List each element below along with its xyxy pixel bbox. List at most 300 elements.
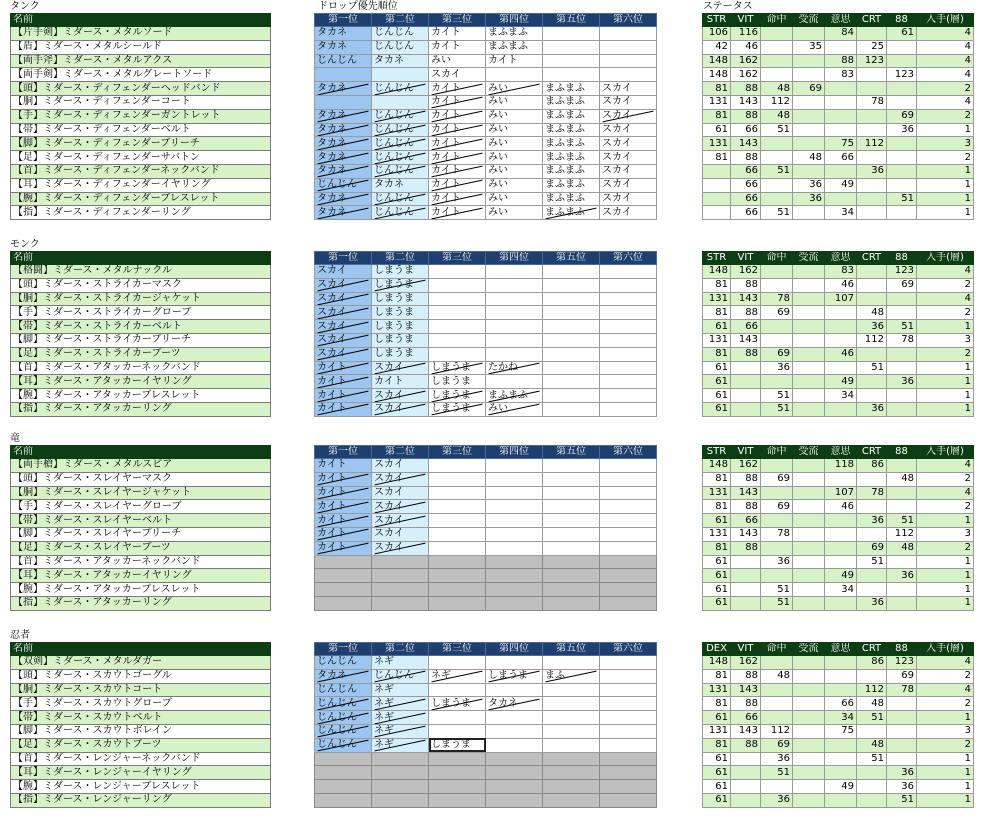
stat-cell[interactable]: 123 [857, 54, 887, 68]
stat-cell[interactable] [857, 780, 887, 794]
stat-cell[interactable] [761, 375, 793, 389]
drop-cell[interactable] [429, 347, 486, 361]
drop-cell[interactable] [486, 265, 543, 279]
drop-cell[interactable] [600, 68, 657, 82]
stat-cell[interactable]: 81 [703, 738, 731, 752]
item-name[interactable]: 【足】ミダース・スレイヤーブーツ [11, 541, 271, 555]
drop-cell[interactable] [429, 292, 486, 306]
stat-cell[interactable]: 112 [857, 683, 887, 697]
drop-cell[interactable] [543, 375, 600, 389]
stat-cell[interactable]: 88 [731, 82, 761, 96]
stat-cell[interactable]: 36 [793, 178, 825, 192]
stat-cell[interactable] [731, 402, 761, 416]
stat-cell[interactable]: 36 [761, 752, 793, 766]
drop-cell[interactable] [600, 486, 657, 500]
stat-cell[interactable] [761, 486, 793, 500]
stat-cell[interactable] [731, 389, 761, 403]
drop-cell[interactable] [600, 347, 657, 361]
drop-cell[interactable]: タカネ [486, 697, 543, 711]
stat-cell[interactable]: 143 [731, 683, 761, 697]
stat-cell[interactable] [825, 683, 857, 697]
drop-cell[interactable] [486, 711, 543, 725]
stat-cell[interactable] [857, 347, 887, 361]
item-name[interactable]: 【脚】ミダース・ディフェンダーブリーチ [11, 137, 271, 151]
stat-cell[interactable]: 143 [731, 724, 761, 738]
stat-cell[interactable]: 148 [703, 265, 731, 279]
stat-cell[interactable] [857, 27, 887, 41]
stat-cell[interactable] [731, 752, 761, 766]
item-name[interactable]: 【耳】ミダース・アタッカーイヤリング [11, 569, 271, 583]
stat-cell[interactable]: 46 [825, 347, 857, 361]
stat-cell[interactable]: 4 [917, 68, 974, 82]
stat-cell[interactable]: 131 [703, 95, 731, 109]
stat-cell[interactable] [825, 333, 857, 347]
drop-cell[interactable]: カイト [315, 541, 372, 555]
drop-cell[interactable]: カイト [429, 164, 486, 178]
stat-cell[interactable]: 61 [703, 752, 731, 766]
stat-cell[interactable] [887, 500, 917, 514]
stat-cell[interactable]: 61 [703, 711, 731, 725]
stat-cell[interactable]: 51 [761, 206, 793, 220]
stat-cell[interactable]: 143 [731, 527, 761, 541]
drop-cell[interactable]: みい [486, 109, 543, 123]
stat-cell[interactable]: 1 [917, 192, 974, 206]
drop-cell[interactable]: みい [486, 82, 543, 96]
stat-cell[interactable] [887, 555, 917, 569]
stat-cell[interactable]: 78 [857, 486, 887, 500]
item-name[interactable]: 【首】ミダース・ディフェンダーネックバンド [11, 164, 271, 178]
drop-cell[interactable]: まふまふ [543, 82, 600, 96]
drop-cell[interactable] [543, 541, 600, 555]
stat-cell[interactable]: 81 [703, 669, 731, 683]
stat-cell[interactable]: 148 [703, 54, 731, 68]
stat-cell[interactable]: 86 [857, 459, 887, 473]
drop-cell[interactable] [600, 459, 657, 473]
drop-cell[interactable] [429, 459, 486, 473]
drop-cell[interactable]: まふ [543, 669, 600, 683]
drop-cell[interactable] [600, 265, 657, 279]
item-name[interactable]: 【手】ミダース・スレイヤーグローブ [11, 500, 271, 514]
stat-cell[interactable] [887, 292, 917, 306]
stat-cell[interactable] [793, 766, 825, 780]
drop-cell[interactable] [543, 527, 600, 541]
stat-cell[interactable]: 51 [761, 596, 793, 610]
drop-cell[interactable]: じんじん [315, 711, 372, 725]
stat-cell[interactable]: 34 [825, 711, 857, 725]
drop-cell[interactable] [486, 459, 543, 473]
drop-cell[interactable]: スカイ [600, 137, 657, 151]
item-name[interactable]: 【頭】ミダース・スカウトゴーグル [11, 669, 271, 683]
stat-cell[interactable] [793, 54, 825, 68]
stat-cell[interactable]: 2 [917, 151, 974, 165]
drop-cell[interactable]: じんじん [315, 697, 372, 711]
stat-cell[interactable] [825, 306, 857, 320]
drop-cell[interactable]: ネギ [372, 711, 429, 725]
drop-cell[interactable] [429, 500, 486, 514]
stat-cell[interactable] [793, 206, 825, 220]
stat-cell[interactable] [793, 793, 825, 807]
stat-cell[interactable]: 78 [857, 95, 887, 109]
stat-cell[interactable]: 1 [917, 320, 974, 334]
drop-cell[interactable] [543, 292, 600, 306]
stat-cell[interactable] [825, 123, 857, 137]
stat-cell[interactable]: 1 [917, 711, 974, 725]
drop-cell[interactable]: タカネ [372, 178, 429, 192]
drop-cell[interactable]: タカネ [315, 151, 372, 165]
item-name[interactable]: 【足】ミダース・スカウトブーツ [11, 738, 271, 752]
drop-cell[interactable]: まふまふ [486, 40, 543, 54]
stat-cell[interactable] [793, 27, 825, 41]
drop-cell[interactable] [372, 68, 429, 82]
stat-cell[interactable] [857, 206, 887, 220]
drop-cell[interactable] [486, 306, 543, 320]
stat-cell[interactable] [857, 178, 887, 192]
drop-cell[interactable]: タカネ [315, 206, 372, 220]
stat-cell[interactable]: 36 [887, 780, 917, 794]
drop-cell[interactable]: みい [486, 402, 543, 416]
stat-cell[interactable] [857, 527, 887, 541]
drop-cell[interactable]: スカイ [600, 109, 657, 123]
stat-cell[interactable]: 48 [857, 697, 887, 711]
stat-cell[interactable]: 162 [731, 54, 761, 68]
drop-cell[interactable] [600, 402, 657, 416]
drop-cell[interactable]: ネギ [429, 669, 486, 683]
drop-cell[interactable] [543, 278, 600, 292]
drop-cell[interactable] [429, 711, 486, 725]
drop-cell[interactable] [600, 54, 657, 68]
stat-cell[interactable] [887, 752, 917, 766]
stat-cell[interactable]: 107 [825, 486, 857, 500]
drop-cell[interactable] [429, 555, 486, 569]
stat-cell[interactable] [887, 54, 917, 68]
drop-cell[interactable] [543, 361, 600, 375]
stat-cell[interactable]: 75 [825, 724, 857, 738]
stat-cell[interactable] [793, 95, 825, 109]
drop-cell[interactable] [429, 569, 486, 583]
drop-cell[interactable] [429, 278, 486, 292]
stat-cell[interactable]: 1 [917, 780, 974, 794]
drop-cell[interactable]: カイト [372, 375, 429, 389]
stat-cell[interactable] [887, 347, 917, 361]
stat-cell[interactable]: 83 [825, 68, 857, 82]
stat-cell[interactable]: 4 [917, 486, 974, 500]
item-name[interactable]: 【脚】ミダース・スカウトボレイン [11, 724, 271, 738]
drop-cell[interactable]: スカイ [372, 486, 429, 500]
stat-cell[interactable]: 131 [703, 683, 731, 697]
stat-cell[interactable] [793, 320, 825, 334]
drop-cell[interactable] [429, 333, 486, 347]
stat-cell[interactable] [857, 583, 887, 597]
drop-cell[interactable] [600, 472, 657, 486]
stat-cell[interactable] [793, 347, 825, 361]
item-name[interactable]: 【指】ミダース・アタッカーリング [11, 596, 271, 610]
drop-cell[interactable]: スカイ [315, 347, 372, 361]
stat-cell[interactable]: 83 [825, 265, 857, 279]
stat-cell[interactable]: 66 [731, 164, 761, 178]
item-name[interactable]: 【足】ミダース・ディフェンダーサバトン [11, 151, 271, 165]
stat-cell[interactable]: 148 [703, 68, 731, 82]
stat-cell[interactable]: 81 [703, 347, 731, 361]
drop-cell[interactable] [429, 472, 486, 486]
drop-cell[interactable]: カイト [315, 472, 372, 486]
drop-cell[interactable]: カイト [315, 500, 372, 514]
drop-cell[interactable]: まふまふ [543, 123, 600, 137]
stat-cell[interactable]: 36 [761, 555, 793, 569]
stat-cell[interactable] [793, 333, 825, 347]
stat-cell[interactable] [857, 123, 887, 137]
drop-cell[interactable]: じんじん [372, 109, 429, 123]
drop-cell[interactable] [429, 306, 486, 320]
drop-cell[interactable]: スカイ [372, 459, 429, 473]
stat-cell[interactable]: 81 [703, 151, 731, 165]
stat-cell[interactable]: 51 [761, 123, 793, 137]
stat-cell[interactable] [825, 596, 857, 610]
drop-cell[interactable]: じんじん [315, 683, 372, 697]
stat-cell[interactable]: 2 [917, 109, 974, 123]
stat-cell[interactable]: 66 [731, 514, 761, 528]
stat-cell[interactable] [793, 683, 825, 697]
drop-cell[interactable]: タカネ [372, 54, 429, 68]
drop-cell[interactable]: スカイ [315, 265, 372, 279]
stat-cell[interactable]: 86 [857, 656, 887, 670]
stat-cell[interactable]: 1 [917, 206, 974, 220]
stat-cell[interactable]: 131 [703, 527, 731, 541]
drop-cell[interactable] [543, 68, 600, 82]
drop-cell[interactable] [429, 541, 486, 555]
drop-cell[interactable]: じんじん [372, 82, 429, 96]
stat-cell[interactable]: 61 [703, 320, 731, 334]
drop-cell[interactable] [372, 569, 429, 583]
stat-cell[interactable]: 2 [917, 472, 974, 486]
item-name[interactable]: 【指】ミダース・ディフェンダーリング [11, 206, 271, 220]
stat-cell[interactable] [793, 527, 825, 541]
stat-cell[interactable]: 4 [917, 656, 974, 670]
stat-cell[interactable] [857, 151, 887, 165]
stat-cell[interactable] [857, 500, 887, 514]
stat-cell[interactable] [793, 361, 825, 375]
stat-cell[interactable] [761, 541, 793, 555]
item-name[interactable]: 【手】ミダース・ディフェンダーガントレット [11, 109, 271, 123]
stat-cell[interactable]: 51 [761, 402, 793, 416]
stat-cell[interactable]: 66 [731, 206, 761, 220]
stat-cell[interactable] [825, 320, 857, 334]
drop-cell[interactable]: カイト [429, 192, 486, 206]
stat-cell[interactable]: 1 [917, 178, 974, 192]
drop-cell[interactable] [486, 752, 543, 766]
drop-cell[interactable] [600, 697, 657, 711]
item-name[interactable]: 【指】ミダース・アタッカーリング [11, 402, 271, 416]
stat-cell[interactable]: 88 [731, 306, 761, 320]
drop-cell[interactable]: たかね [486, 361, 543, 375]
item-name[interactable]: 【首】ミダース・アタッカーネックバンド [11, 361, 271, 375]
drop-cell[interactable]: じんじん [315, 656, 372, 670]
drop-cell[interactable]: タカネ [315, 123, 372, 137]
drop-cell[interactable]: スカイ [600, 95, 657, 109]
drop-cell[interactable] [543, 738, 600, 752]
item-name[interactable]: 【耳】ミダース・アタッカーイヤリング [11, 375, 271, 389]
stat-cell[interactable] [793, 738, 825, 752]
stat-cell[interactable] [793, 137, 825, 151]
stat-cell[interactable] [793, 541, 825, 555]
stat-cell[interactable]: 148 [703, 656, 731, 670]
stat-cell[interactable]: 51 [761, 164, 793, 178]
drop-cell[interactable] [486, 486, 543, 500]
drop-cell[interactable] [600, 514, 657, 528]
drop-cell[interactable]: スカイ [429, 68, 486, 82]
stat-cell[interactable] [793, 459, 825, 473]
drop-cell[interactable]: ネギ [372, 656, 429, 670]
stat-cell[interactable] [761, 137, 793, 151]
stat-cell[interactable]: 2 [917, 738, 974, 752]
drop-cell[interactable]: じんじん [372, 669, 429, 683]
drop-cell[interactable]: タカネ [315, 109, 372, 123]
stat-cell[interactable] [761, 683, 793, 697]
drop-cell[interactable]: ネギ [372, 738, 429, 752]
drop-cell[interactable] [600, 27, 657, 41]
drop-cell[interactable]: カイト [429, 137, 486, 151]
stat-cell[interactable]: 81 [703, 541, 731, 555]
drop-cell[interactable]: スカイ [372, 472, 429, 486]
drop-cell[interactable] [372, 596, 429, 610]
drop-cell[interactable] [543, 583, 600, 597]
drop-cell[interactable] [600, 583, 657, 597]
stat-cell[interactable]: 107 [825, 292, 857, 306]
stat-cell[interactable]: 49 [825, 780, 857, 794]
drop-cell[interactable]: スカイ [600, 178, 657, 192]
drop-cell[interactable]: まふまふ [543, 192, 600, 206]
stat-cell[interactable]: 1 [917, 164, 974, 178]
stat-cell[interactable] [731, 583, 761, 597]
drop-cell[interactable] [372, 780, 429, 794]
drop-cell[interactable] [600, 527, 657, 541]
stat-cell[interactable] [857, 793, 887, 807]
stat-cell[interactable]: 162 [731, 68, 761, 82]
drop-cell[interactable]: じんじん [315, 178, 372, 192]
stat-cell[interactable] [825, 40, 857, 54]
stat-cell[interactable] [887, 82, 917, 96]
drop-cell[interactable] [543, 683, 600, 697]
stat-cell[interactable] [703, 192, 731, 206]
drop-cell[interactable] [429, 683, 486, 697]
stat-cell[interactable] [793, 402, 825, 416]
stat-cell[interactable] [887, 137, 917, 151]
drop-cell[interactable]: カイト [429, 40, 486, 54]
stat-cell[interactable]: 66 [731, 711, 761, 725]
stat-cell[interactable]: 69 [887, 669, 917, 683]
drop-cell[interactable] [486, 766, 543, 780]
stat-cell[interactable]: 2 [917, 500, 974, 514]
drop-cell[interactable]: ネギ [372, 683, 429, 697]
drop-cell[interactable] [600, 669, 657, 683]
item-name[interactable]: 【手】ミダース・ストライカーグローブ [11, 306, 271, 320]
drop-cell[interactable] [486, 569, 543, 583]
drop-cell[interactable]: みい [486, 95, 543, 109]
stat-cell[interactable]: 61 [703, 123, 731, 137]
drop-cell[interactable] [543, 656, 600, 670]
item-name[interactable]: 【帯】ミダース・スレイヤーベルト [11, 514, 271, 528]
stat-cell[interactable]: 34 [825, 206, 857, 220]
stat-cell[interactable]: 61 [887, 27, 917, 41]
drop-cell[interactable] [600, 683, 657, 697]
drop-cell[interactable] [543, 697, 600, 711]
item-name[interactable]: 【頭】ミダース・スレイヤーマスク [11, 472, 271, 486]
drop-cell[interactable] [600, 306, 657, 320]
drop-cell[interactable] [429, 320, 486, 334]
item-name[interactable]: 【首】ミダース・レンジャーネックバンド [11, 752, 271, 766]
stat-cell[interactable]: 1 [917, 389, 974, 403]
drop-cell[interactable] [315, 596, 372, 610]
stat-cell[interactable] [793, 724, 825, 738]
stat-cell[interactable] [761, 320, 793, 334]
stat-cell[interactable]: 48 [887, 541, 917, 555]
drop-cell[interactable]: じんじん [372, 137, 429, 151]
stat-cell[interactable] [857, 82, 887, 96]
stat-cell[interactable]: 61 [703, 766, 731, 780]
drop-cell[interactable] [543, 793, 600, 807]
stat-cell[interactable]: 88 [731, 278, 761, 292]
stat-cell[interactable] [731, 555, 761, 569]
drop-cell[interactable] [600, 333, 657, 347]
stat-cell[interactable]: 36 [793, 192, 825, 206]
stat-cell[interactable] [793, 669, 825, 683]
stat-cell[interactable]: 112 [887, 527, 917, 541]
stat-cell[interactable]: 48 [887, 472, 917, 486]
item-name[interactable]: 【足】ミダース・ストライカーブーツ [11, 347, 271, 361]
stat-cell[interactable]: 162 [731, 656, 761, 670]
drop-cell[interactable] [315, 555, 372, 569]
stat-cell[interactable]: 51 [887, 320, 917, 334]
stat-cell[interactable]: 69 [761, 306, 793, 320]
stat-cell[interactable] [731, 375, 761, 389]
drop-cell[interactable]: スカイ [600, 192, 657, 206]
drop-cell[interactable] [486, 292, 543, 306]
drop-cell[interactable]: カイト [429, 82, 486, 96]
stat-cell[interactable]: 66 [731, 320, 761, 334]
stat-cell[interactable]: 131 [703, 486, 731, 500]
item-name[interactable]: 【胴】ミダース・ストライカージャケット [11, 292, 271, 306]
stat-cell[interactable] [887, 486, 917, 500]
stat-cell[interactable]: 48 [793, 151, 825, 165]
drop-cell[interactable]: スカイ [315, 320, 372, 334]
stat-cell[interactable]: 123 [887, 265, 917, 279]
stat-cell[interactable]: 36 [857, 320, 887, 334]
stat-cell[interactable] [793, 68, 825, 82]
drop-cell[interactable]: カイト [315, 361, 372, 375]
stat-cell[interactable] [825, 192, 857, 206]
drop-cell[interactable]: じんじん [372, 164, 429, 178]
drop-cell[interactable] [600, 724, 657, 738]
stat-cell[interactable] [703, 178, 731, 192]
item-name[interactable]: 【片手剣】ミダース・メタルソード [11, 27, 271, 41]
stat-cell[interactable]: 51 [761, 766, 793, 780]
stat-cell[interactable]: 61 [703, 583, 731, 597]
stat-cell[interactable] [793, 780, 825, 794]
stat-cell[interactable] [793, 306, 825, 320]
drop-cell[interactable] [372, 752, 429, 766]
item-name[interactable]: 【頭】ミダース・ディフェンダーヘッドバンド [11, 82, 271, 96]
stat-cell[interactable]: 69 [761, 500, 793, 514]
item-name[interactable]: 【両手槍】ミダース・メタルスピア [11, 459, 271, 473]
item-name[interactable]: 【頭】ミダース・ストライカーマスク [11, 278, 271, 292]
stat-cell[interactable]: 143 [731, 486, 761, 500]
stat-cell[interactable] [857, 265, 887, 279]
drop-cell[interactable]: スカイ [315, 292, 372, 306]
stat-cell[interactable]: 4 [917, 459, 974, 473]
drop-cell[interactable]: しまうま [372, 292, 429, 306]
stat-cell[interactable]: 42 [703, 40, 731, 54]
stat-cell[interactable] [887, 306, 917, 320]
drop-cell[interactable] [543, 333, 600, 347]
